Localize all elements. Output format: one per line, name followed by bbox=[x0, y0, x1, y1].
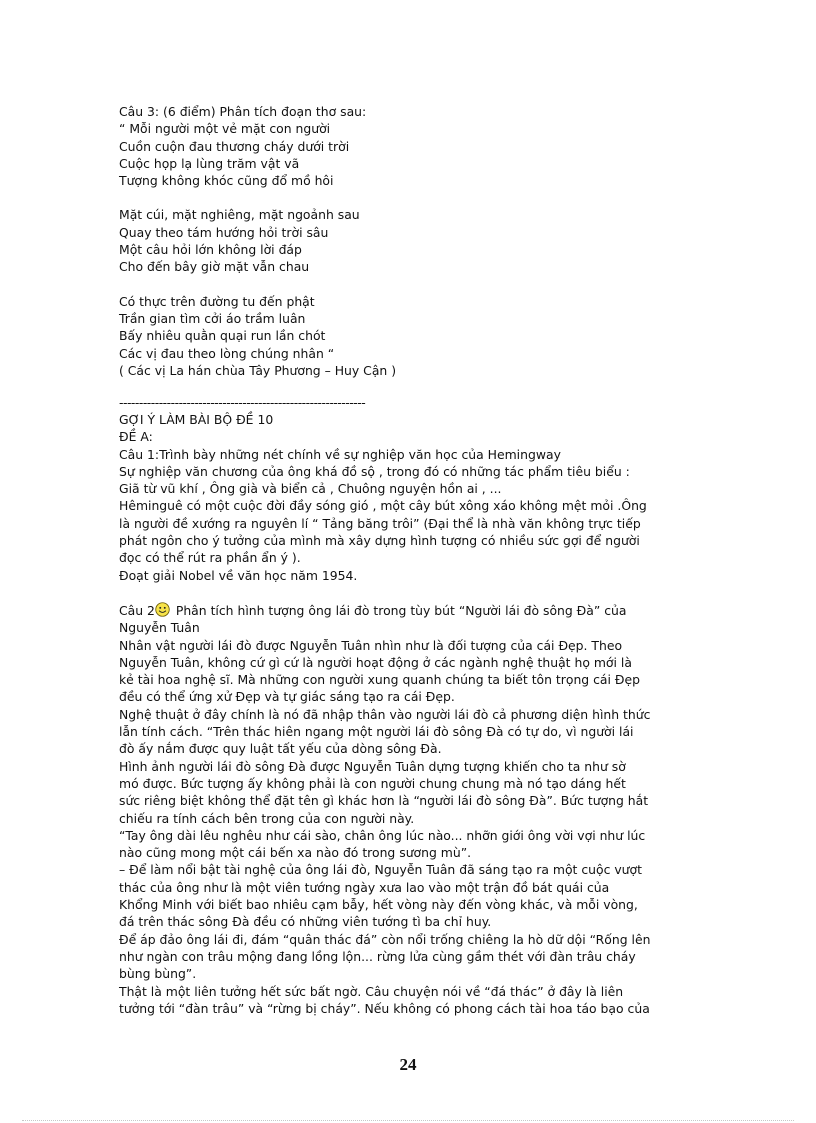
question2-prefix: Câu 2 bbox=[119, 603, 155, 618]
body-line: Nguyễn Tuân, không cứ gì cứ là người hoạt động ở các ngành nghệ thuật họ mới là bbox=[119, 654, 632, 670]
poem-line: Tượng không khóc cũng đổ mồ hôi bbox=[119, 173, 334, 189]
poem-line: Quay theo tám hướng hỏi trời sâu bbox=[119, 224, 329, 240]
stanza-gap bbox=[119, 189, 699, 206]
question1-heading: Câu 1:Trình bày những nét chính về sự nghiệp văn học của Hemingway bbox=[119, 446, 561, 462]
body-line: Nguyễn Tuân bbox=[119, 620, 200, 636]
body-line: như ngàn con trâu mộng đang lồng lộn... rừng lửa cùng gầm thét với đàn trâu cháy bbox=[119, 948, 636, 964]
body-line: đò ấy nắm được quy luật tất yếu của dòng sông Đà. bbox=[119, 741, 442, 757]
separator-line: -------------------------------------------------------------- bbox=[119, 395, 366, 410]
answer-section bbox=[119, 411, 699, 584]
body-line: nào cũng mong một cái bến xa nào đó trong sương mù”. bbox=[119, 845, 472, 861]
body-line: Đoạt giải Nobel về văn học năm 1954. bbox=[119, 567, 358, 583]
smiley-icon bbox=[155, 602, 170, 617]
question2-heading bbox=[119, 602, 699, 619]
poem-line: Cuộc họp lạ lùng trăm vật vã bbox=[119, 155, 300, 171]
body-line: Hêminguê có một cuộc đời đầy sóng gió , một cây bút xông xáo không mệt mỏi .Ông bbox=[119, 498, 647, 514]
body-line: – Để làm nổi bật tài nghệ của ông lái đò, Nguyễn Tuân đã sáng tạo ra một cuộc vượt bbox=[119, 862, 642, 878]
poem-line: Bấy nhiêu quằn quại run lần chót bbox=[119, 328, 326, 344]
body-line: Hình ảnh người lái đò sông Đà được Nguyễn Tuân dựng tượng khiến cho ta như sờ bbox=[119, 758, 626, 774]
poem-line: Cuồn cuộn đau thương cháy dưới trời bbox=[119, 138, 350, 154]
body-line: mó được. Bức tượng ấy không phải là con người chung chung mà nó tạo dáng hết bbox=[119, 775, 626, 791]
body-line: kẻ tài hoa nghệ sĩ. Mà những con người xung quanh chúng ta biết tôn trọng cái Đẹp bbox=[119, 672, 640, 688]
body-line: sức riêng biệt không thể đặt tên gì khác hơn là “người lái đò sông Đà”. Bức tượng hắt bbox=[119, 793, 649, 809]
body-line: “Tay ông dài lêu nghêu như cái sào, chân ông lúc nào... nhỡn giới ông vời vợi như lúc bbox=[119, 827, 646, 843]
question2-section bbox=[119, 602, 699, 1017]
body-line: Giã từ vũ khí , Ông già và biển cả , Chuông nguyện hồn ai , ... bbox=[119, 481, 502, 497]
question3-heading: Câu 3: (6 điểm) Phân tích đoạn thơ sau: bbox=[119, 104, 367, 119]
body-line: Nghệ thuật ở đây chính là nó đã nhập thân vào người lái đò cả phương diện hình thức bbox=[119, 706, 651, 722]
body-line: đá trên thác sông Đà đều có những viên tướng tì ba chỉ huy. bbox=[119, 914, 492, 930]
body-line: tưởng tới “đàn trâu” và “rừng bị cháy”. Nếu không có phong cách tài hoa táo bạo của bbox=[119, 1000, 650, 1016]
poem-line: Một câu hỏi lớn không lời đáp bbox=[119, 242, 302, 258]
body-line: Để áp đảo ông lái đi, đám “quân thác đá” còn nổi trống chiêng la hò dữ dội “Rống lên bbox=[119, 931, 651, 947]
body-line: bùng bùng”. bbox=[119, 966, 197, 982]
poem-line: Trần gian tìm cởi áo trầm luân bbox=[119, 310, 306, 326]
page-bottom-rule bbox=[22, 1120, 794, 1121]
page-number: 24 bbox=[399, 1055, 417, 1074]
body-line: chiếu ra tính cách bên trong của con người này. bbox=[119, 810, 415, 826]
poem-line: “ Mỗi người một vẻ mặt con người bbox=[119, 121, 331, 137]
poem-line: Cho đến bây giờ mặt vẫn chau bbox=[119, 259, 310, 275]
exam-label: ĐỀ A: bbox=[119, 429, 153, 445]
body-line: Thật là một liên tưởng hết sức bất ngờ. Câu chuyện nói về “đá thác” ở đây là liên bbox=[119, 983, 624, 999]
body-line: thác của ông như là một viên tướng ngày xưa lao vào một trận đồ bát quái của bbox=[119, 879, 610, 895]
poem-line: Các vị đau theo lòng chúng nhân “ bbox=[119, 345, 335, 361]
body-line: Khổng Minh với biết bao nhiêu cạm bẫy, hết vòng này đến vòng khác, và mỗi vòng, bbox=[119, 897, 638, 913]
poem-citation: ( Các vị La hán chùa Tây Phương – Huy Cận ) bbox=[119, 362, 397, 378]
stanza-gap bbox=[119, 276, 699, 293]
poem-section bbox=[119, 103, 699, 379]
question2-title: Phân tích hình tượng ông lái đò trong tùy bút “Người lái đò sông Đà” của bbox=[171, 603, 627, 618]
body-line: lẫn tính cách. “Trên thác hiên ngang một người lái đò sông Đà có tự do, vì người lái bbox=[119, 724, 634, 740]
body-line: Nhân vật người lái đò được Nguyễn Tuân nhìn như là đối tượng của cái Đẹp. Theo bbox=[119, 637, 623, 653]
body-line: là người đề xướng ra nguyên lí “ Tảng băng trôi” (Đại thể là nhà văn không trực tiếp bbox=[119, 515, 641, 531]
body-line: phát ngôn cho ý tưởng của mình mà xây dựng hình tượng có nhiều sức gợi để người bbox=[119, 533, 640, 549]
body-line: đều có thể ứng xử Đẹp và tự giác sáng tạo ra cái Đẹp. bbox=[119, 689, 455, 705]
body-line: Sự nghiệp văn chương của ông khá đồ sộ , trong đó có những tác phẩm tiêu biểu : bbox=[119, 463, 630, 479]
answer-heading: GỢI Ý LÀM BÀI BỘ ĐỀ 10 bbox=[119, 412, 274, 427]
poem-line: Mặt cúi, mặt nghiêng, mặt ngoảnh sau bbox=[119, 207, 360, 223]
poem-line: Có thực trên đường tu đến phật bbox=[119, 293, 315, 309]
body-line: đọc có thể rút ra phần ẩn ý ). bbox=[119, 550, 301, 566]
